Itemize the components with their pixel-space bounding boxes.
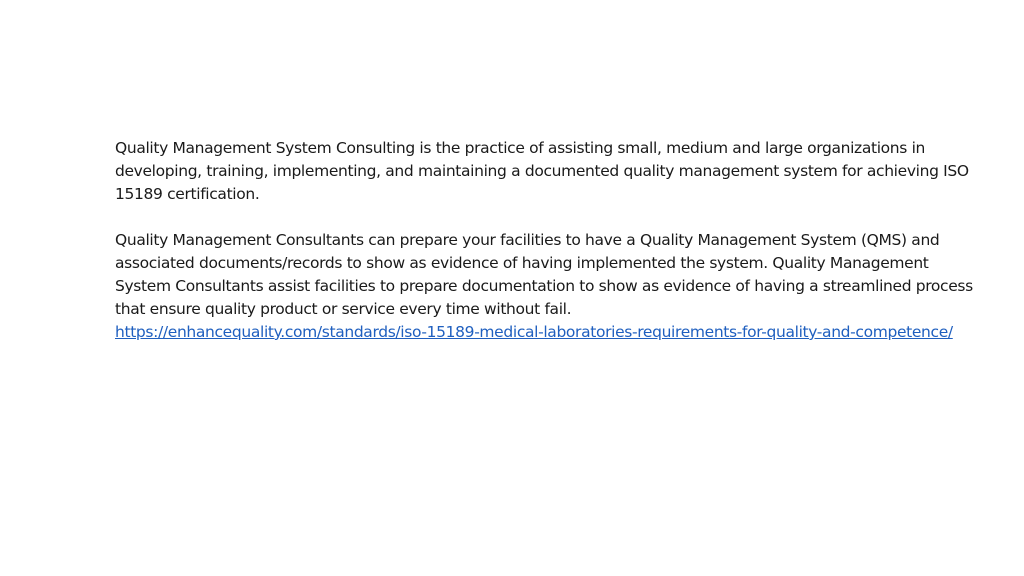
body-text (115, 137, 977, 344)
reference-link[interactable]: https://enhancequality.com/standards/iso-15189-medical-laboratories-requirements-for-quality-and-competence/ (115, 323, 953, 341)
paragraph-qms-consultants-text: Quality Management Consultants can prepare your facilities to have a Quality Management System (QMS) and associated documents/records to show as evidence of having implemented the system. Quality Management System Consultants assist facilities to prepare documentation to show as evidence of having a streamlined process that ensure quality product or service every time without fail. (115, 231, 973, 318)
paragraph-qms-consulting: Quality Management System Consulting is the practice of assisting small, medium and large organizations in developing, training, implementing, and maintaining a documented quality management system for achieving ISO 15189 certification. (115, 139, 969, 203)
paragraph-qms-consultants (115, 229, 977, 344)
